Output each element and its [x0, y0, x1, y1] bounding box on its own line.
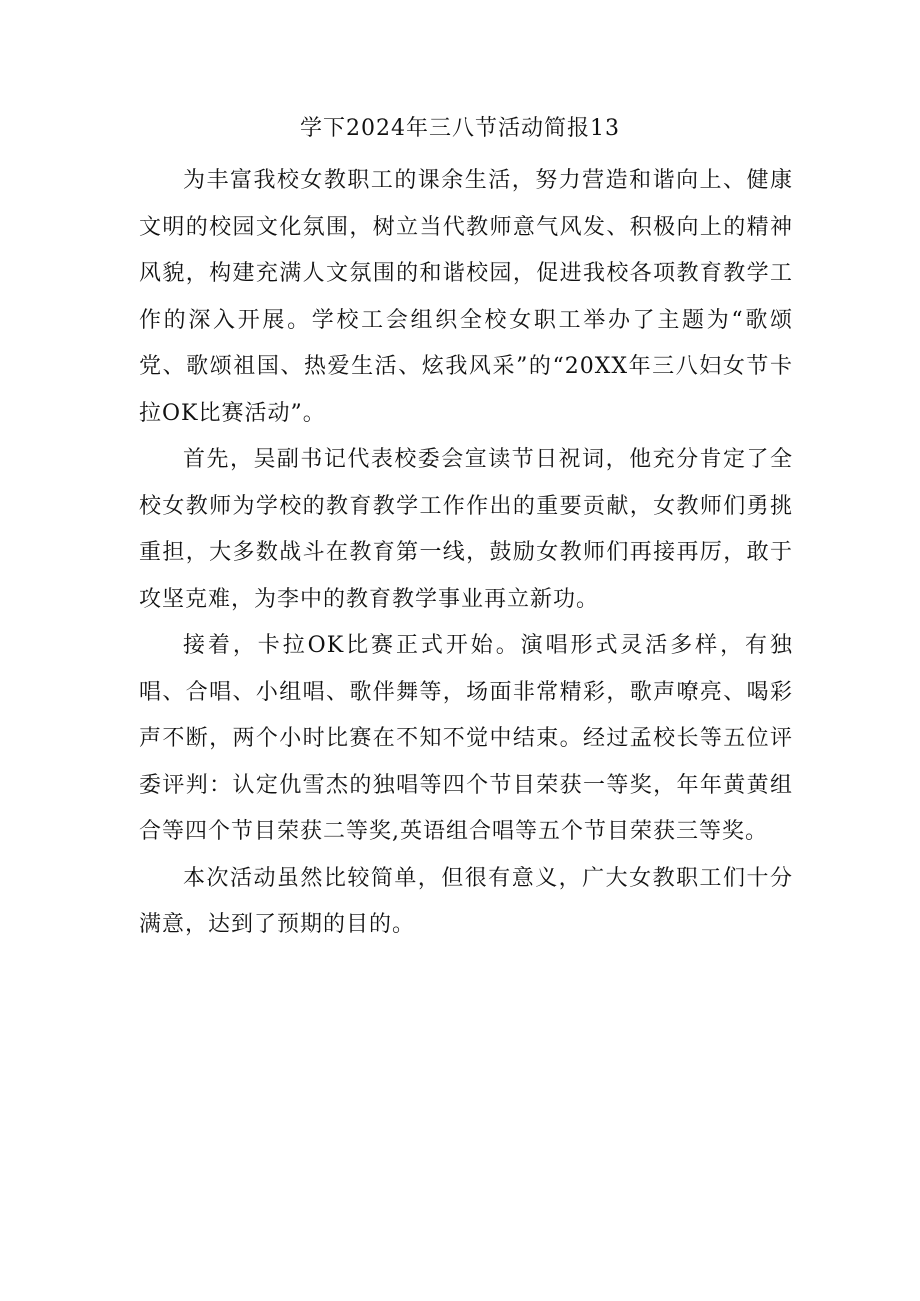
paragraph-competition: 接着，卡拉OK比赛正式开始。演唱形式灵活多样，有独唱、合唱、小组唱、歌伴舞等，场面非常精彩，歌声嘹亮、喝彩声不断，两个小时比赛在不知不觉中结束。经过孟校长等五位评委评判：认定仇雪杰的独唱等四个节目荣获一等奖，年年黄黄组合等四个节目荣获二等奖,英语组合唱等五个节目荣获三等奖。 — [139, 633, 793, 844]
paragraph-conclusion: 本次活动虽然比较简单，但很有意义，广大女教职工们十分满意，达到了预期的目的。 — [139, 865, 793, 937]
document-title: 学下2024年三八节活动简报13 — [300, 116, 620, 141]
document-body — [139, 158, 793, 949]
paragraph-intro: 为丰富我校女教职工的课余生活，努力营造和谐向上、健康文明的校园文化氛围，树立当代教师意气风发、积极向上的精神风貌，构建充满人文氛围的和谐校园，促进我校各项教育教学工作的深入开展。学校工会组织全校女职工举办了主题为“歌颂党、歌颂祖国、热爱生活、炫我风采”的“20XX年三八妇女节卡拉OK比赛活动”。 — [139, 168, 793, 426]
paragraph-opening-speech: 首先，吴副书记代表校委会宣读节日祝词，他充分肯定了全校女教师为学校的教育教学工作作出的重要贡献，女教师们勇挑重担，大多数战斗在教育第一线，鼓励女教师们再接再厉，敢于攻坚克难，为李中的教育教学事业再立新功。 — [139, 447, 793, 612]
